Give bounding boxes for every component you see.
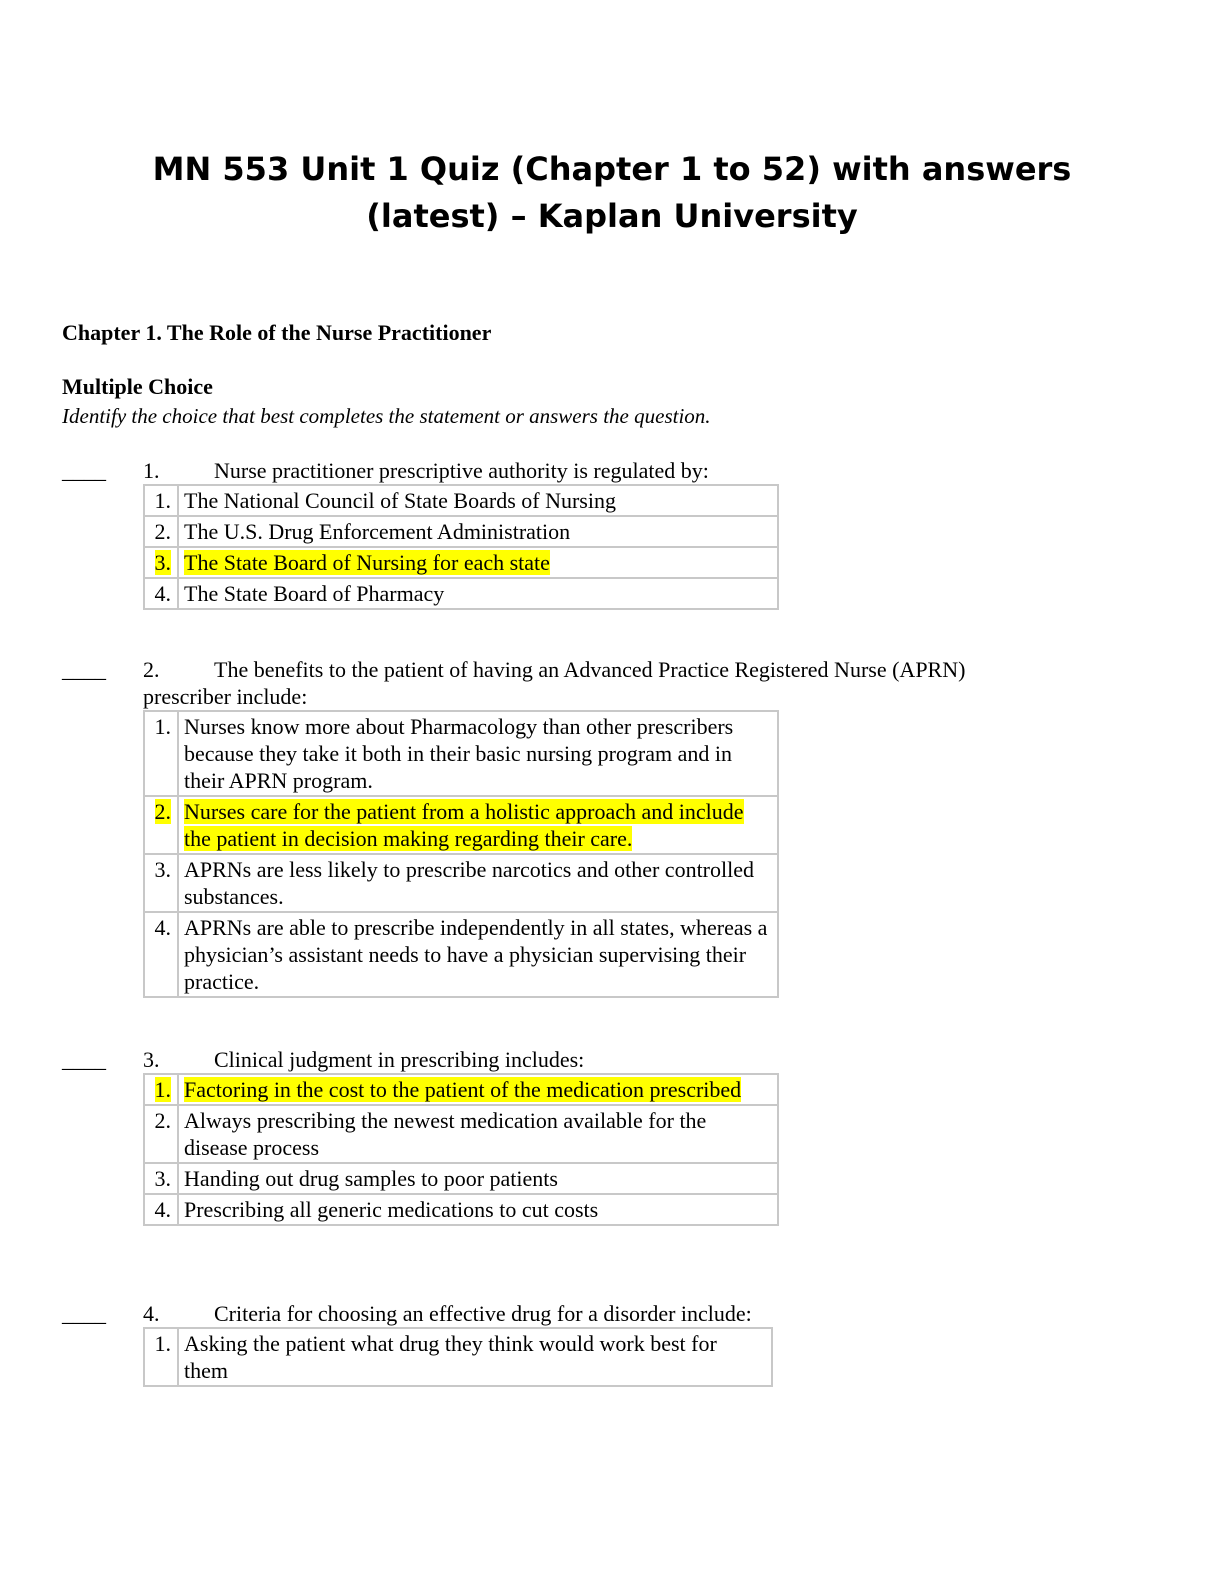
question-text-continued: prescriber include: bbox=[143, 684, 308, 709]
option-row[interactable] bbox=[144, 912, 778, 997]
option-text: The National Council of State Boards of Nursing bbox=[178, 485, 778, 516]
question-3 bbox=[0, 1046, 1224, 1226]
option-row-correct[interactable] bbox=[144, 1074, 778, 1105]
option-number: 1. bbox=[144, 485, 178, 516]
question-text: Clinical judgment in prescribing includes: bbox=[214, 1047, 585, 1072]
question-number: 1. bbox=[143, 458, 160, 483]
options-table bbox=[143, 710, 779, 998]
option-text bbox=[178, 547, 778, 578]
highlight: 2. bbox=[154, 799, 171, 824]
title-line-2: (latest) – Kaplan University bbox=[366, 197, 858, 235]
option-number: 4. bbox=[144, 912, 178, 997]
option-text: APRNs are less likely to prescribe narcotics and other controlled substances. bbox=[178, 854, 778, 912]
highlight: Nurses care for the patient from a holistic approach and include the patient in decision making regarding their care. bbox=[184, 799, 744, 851]
title-line-1: MN 553 Unit 1 Quiz (Chapter 1 to 52) with answers bbox=[152, 150, 1072, 188]
option-text: Handing out drug samples to poor patients bbox=[178, 1163, 778, 1194]
option-row-correct[interactable] bbox=[144, 547, 778, 578]
highlight: Factoring in the cost to the patient of the medication prescribed bbox=[184, 1077, 742, 1102]
question-number: 2. bbox=[143, 657, 160, 682]
answer-blank[interactable]: ____ bbox=[62, 1047, 106, 1072]
highlight: 1. bbox=[154, 1077, 171, 1102]
question-text: Criteria for choosing an effective drug for a disorder include: bbox=[214, 1301, 752, 1326]
answer-blank[interactable]: ____ bbox=[62, 657, 106, 682]
section-heading: Multiple Choice bbox=[62, 374, 213, 399]
answer-blank[interactable]: ____ bbox=[62, 458, 106, 483]
option-row[interactable] bbox=[144, 516, 778, 547]
option-number bbox=[144, 547, 178, 578]
option-row[interactable] bbox=[144, 1194, 778, 1225]
option-row[interactable] bbox=[144, 1105, 778, 1163]
instructions-text: Identify the choice that best completes the statement or answers the question. bbox=[62, 404, 711, 428]
option-row[interactable] bbox=[144, 711, 778, 796]
question-number: 4. bbox=[143, 1301, 160, 1326]
option-number: 1. bbox=[144, 1328, 178, 1386]
option-text bbox=[178, 796, 778, 854]
option-number bbox=[144, 1074, 178, 1105]
option-row-correct[interactable] bbox=[144, 796, 778, 854]
option-number: 3. bbox=[144, 854, 178, 912]
options-table bbox=[143, 1327, 773, 1387]
option-text: The U.S. Drug Enforcement Administration bbox=[178, 516, 778, 547]
option-number bbox=[144, 796, 178, 854]
document-title bbox=[0, 146, 1224, 240]
option-number: 2. bbox=[144, 1105, 178, 1163]
chapter-heading: Chapter 1. The Role of the Nurse Practitioner bbox=[62, 320, 492, 345]
option-text: Prescribing all generic medications to cut costs bbox=[178, 1194, 778, 1225]
option-row[interactable] bbox=[144, 578, 778, 609]
option-row[interactable] bbox=[144, 854, 778, 912]
option-number: 1. bbox=[144, 711, 178, 796]
option-text: The State Board of Pharmacy bbox=[178, 578, 778, 609]
option-text: APRNs are able to prescribe independently in all states, whereas a physician’s assistant needs to have a physician supervising their practice. bbox=[178, 912, 778, 997]
option-number: 2. bbox=[144, 516, 178, 547]
highlight: 3. bbox=[154, 550, 171, 575]
options-table bbox=[143, 484, 779, 610]
option-text bbox=[178, 1074, 778, 1105]
question-4 bbox=[0, 1300, 1224, 1387]
question-text: The benefits to the patient of having an Advanced Practice Registered Nurse (APRN) bbox=[214, 657, 966, 682]
question-text: Nurse practitioner prescriptive authority is regulated by: bbox=[214, 458, 709, 483]
option-number: 3. bbox=[144, 1163, 178, 1194]
highlight: The State Board of Nursing for each state bbox=[184, 550, 550, 575]
answer-blank[interactable]: ____ bbox=[62, 1301, 106, 1326]
option-text: Nurses know more about Pharmacology than other prescribers because they take it both in their basic nursing program and in their APRN program. bbox=[178, 711, 778, 796]
option-text: Asking the patient what drug they think would work best for them bbox=[178, 1328, 772, 1386]
question-2 bbox=[0, 656, 1224, 998]
option-row[interactable] bbox=[144, 1163, 778, 1194]
option-number: 4. bbox=[144, 1194, 178, 1225]
question-number: 3. bbox=[143, 1047, 160, 1072]
option-row[interactable] bbox=[144, 1328, 772, 1386]
option-text: Always prescribing the newest medication available for the disease process bbox=[178, 1105, 778, 1163]
question-1 bbox=[0, 457, 1224, 610]
option-row[interactable] bbox=[144, 485, 778, 516]
option-number: 4. bbox=[144, 578, 178, 609]
options-table bbox=[143, 1073, 779, 1226]
